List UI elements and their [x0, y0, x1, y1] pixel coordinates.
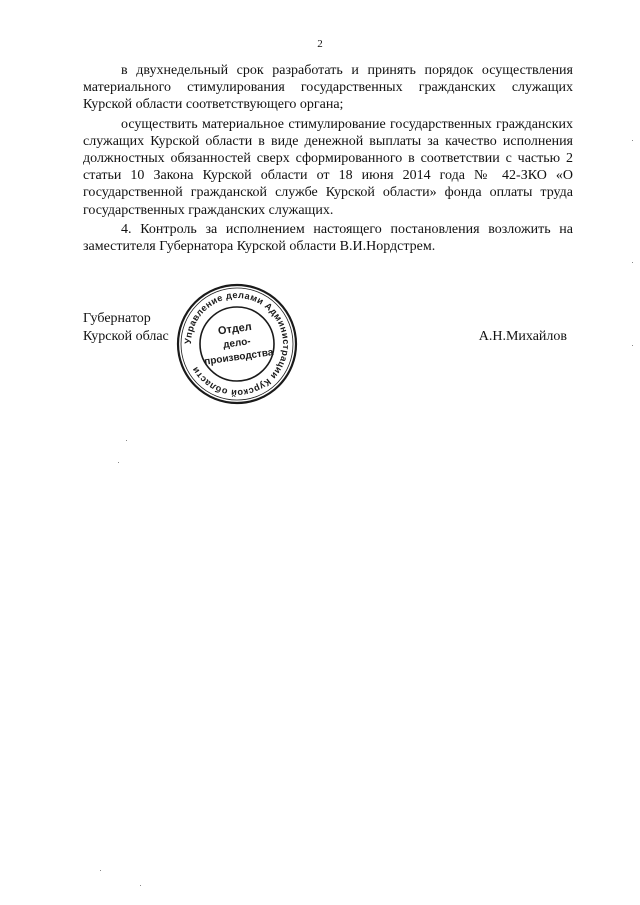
signatory-name: А.Н.Михайлов	[478, 328, 567, 344]
page-number: 2	[317, 38, 323, 50]
stamp-center-line-3: производства	[203, 347, 275, 368]
stamp-center-line-1: Отдел	[217, 320, 253, 338]
official-stamp	[175, 282, 299, 406]
stamp-center-line-2: дело-	[222, 336, 252, 351]
signatory-title-line-2: Курской облас	[83, 328, 169, 344]
paragraph-3: 4. Контроль за исполнением настоящего постановления возложить на заместителя Губернатора Курской области В.И.Нордстрем.	[83, 221, 573, 255]
paragraph-1: в двухнедельный срок разработать и принять порядок осуществления материального стимулирования государственных гражданских служащих Курской области соответствующего органа;	[83, 63, 573, 113]
stamp-ring-text: Управление делами Администрации Курской области	[182, 289, 292, 399]
signature-block	[83, 289, 573, 410]
document-body	[83, 62, 573, 257]
signatory-title	[83, 310, 169, 345]
paragraph-2: осуществить материальное стимулирование государственных гражданских служащих Курской области в виде денежной выплаты за качество исполнения должностных обязанностей сверх сформированного в соответствии с частью 2 статьи 10 Закона Курской области от 18 июня 2014 года № 42-ЗКО «О государственной гражданской службе Курской области» фонда оплаты труда государственных гражданских служащих.	[83, 116, 573, 218]
signatory-title-line-1: Губернатор	[83, 311, 151, 326]
